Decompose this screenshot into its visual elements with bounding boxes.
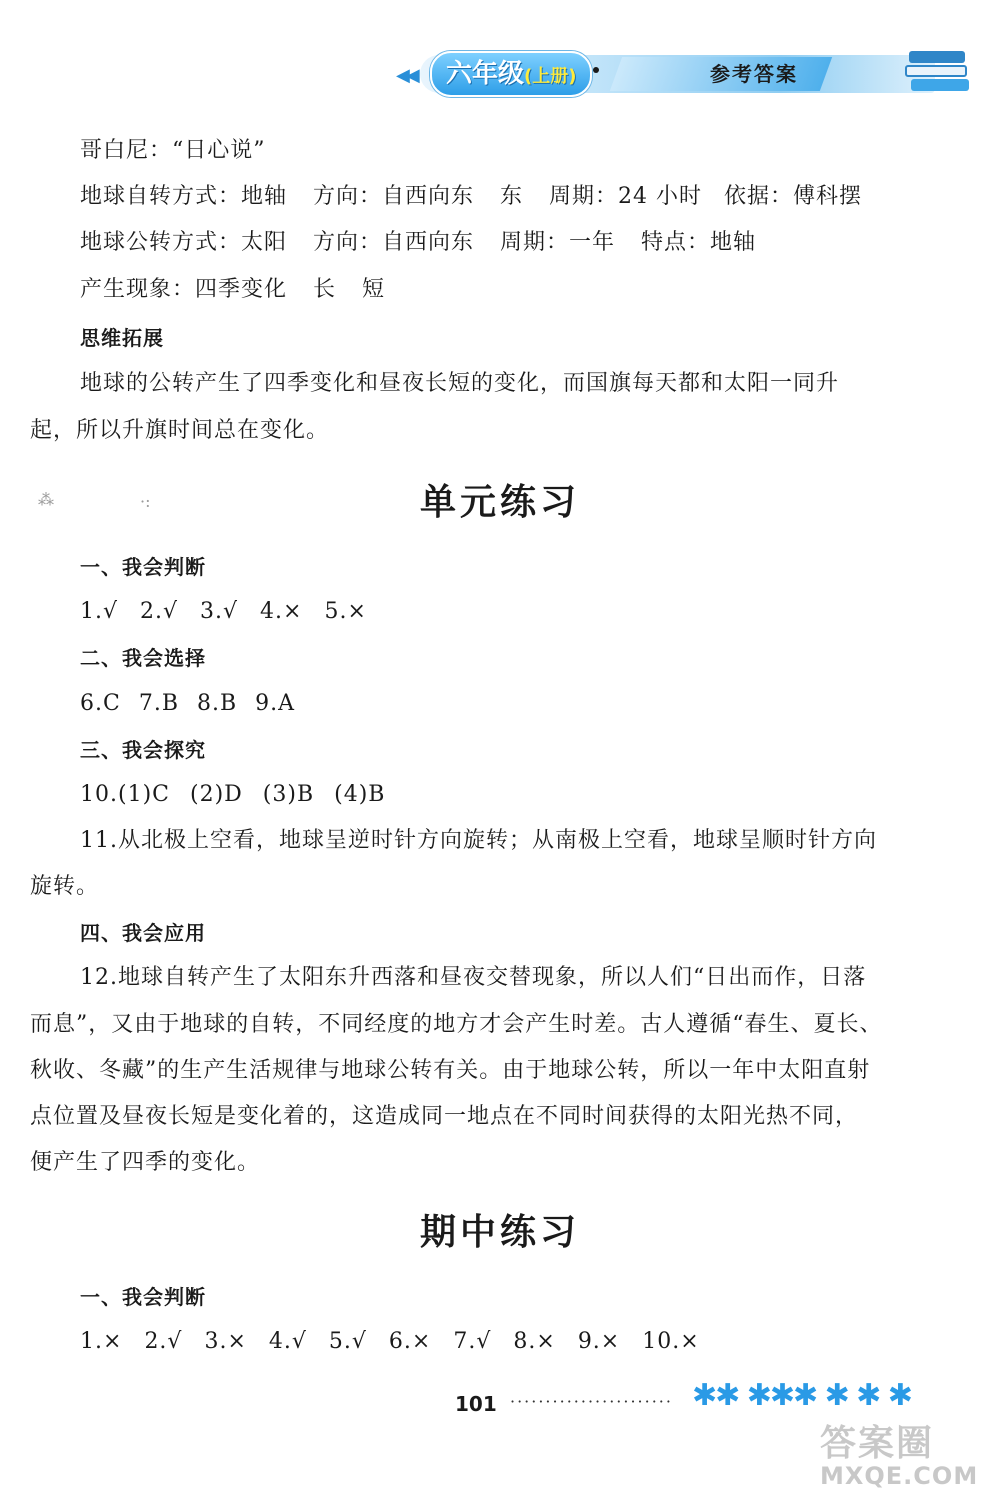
answer-item: (2)D: [189, 782, 243, 807]
answer-item: 2.√: [140, 599, 179, 624]
answer-item: 9.A: [255, 691, 296, 716]
revolution-mode: 地球公转方式：太阳: [80, 230, 288, 255]
answer-item: (3)B: [262, 782, 315, 807]
scan-smudge: ·:: [140, 492, 151, 511]
unit-explore-answers: [80, 780, 385, 810]
double-arrow-left-icon: ◀◀: [396, 65, 416, 86]
thinking-line-2: 起，所以升旗时间总在变化。: [30, 418, 330, 443]
section-label: 参考答案: [710, 62, 798, 86]
rotation-mode: 地球自转方式：地轴: [80, 184, 288, 209]
midterm-judge-answers: [80, 1327, 700, 1357]
answer-item: 5.√: [328, 1329, 367, 1354]
answer-item: 10.(1)C: [80, 782, 170, 807]
answer-line-2: [80, 182, 862, 212]
answer-item: 2.√: [144, 1329, 183, 1354]
thinking-line-1: 地球的公转产生了四季变化和昼夜长短的变化，而国旗每天都和太阳一同升: [80, 371, 840, 396]
question-11-line-1: 11.从北极上空看，地球呈逆时针方向旋转；从南极上空看，地球呈顺时针方向: [80, 828, 877, 853]
grade-label: 六年级: [446, 59, 525, 89]
revolution-direction: 方向：自西向东: [313, 230, 475, 255]
page-header: [390, 45, 975, 103]
watermark: [820, 1415, 978, 1490]
answer-item: 8.B: [197, 691, 238, 716]
answer-item: (4)B: [334, 782, 386, 807]
answer-item: 6.C: [80, 691, 121, 716]
rotation-east: 东: [500, 184, 524, 209]
answer-item: 1.√: [80, 599, 119, 624]
decorative-stars-icon: ✱✱ ✱✱✱ ✱ ✱ ✱: [692, 1378, 911, 1413]
question-12-line-2: 而息”，又由于地球的自转，不同经度的地方才会产生时差。古人遵循“春生、夏长、: [30, 1012, 883, 1037]
answer-item: 6.×: [388, 1329, 432, 1354]
midterm-practice-title: 期中练习: [419, 1212, 580, 1253]
answer-line-4: [80, 275, 385, 305]
phenomenon: 产生现象：四季变化: [80, 277, 288, 302]
scan-smudge: ⁂: [38, 490, 54, 509]
watermark-bottom: MXQE.COM: [820, 1462, 979, 1490]
answer-item: 10.×: [642, 1329, 700, 1354]
question-12-line-3: 秋收、冬藏”的生产生活规律与地球公转有关。由于地球公转，所以一年中太阳直射: [30, 1058, 871, 1083]
question-11-line-2: 旋转。: [30, 874, 100, 899]
unit-heading-choose: 二、我会选择: [80, 646, 206, 670]
grade-sub-label: (上册): [524, 66, 577, 87]
answer-item: 3.×: [204, 1329, 247, 1354]
answer-item: 5.×: [324, 599, 367, 624]
answer-line-3: [80, 228, 756, 258]
section-heading-thinking: 思维拓展: [80, 326, 164, 350]
answer-item: 9.×: [577, 1329, 621, 1354]
answer-line-1: [80, 136, 266, 166]
rotation-period: 周期：24 小时: [549, 184, 703, 209]
rotation-direction: 方向：自西向东: [313, 184, 475, 209]
revolution-period: 周期：一年: [500, 230, 616, 255]
books-icon: [905, 45, 975, 103]
revolution-feature: 特点：地轴: [641, 230, 757, 255]
unit-practice-title: 单元练习: [419, 482, 580, 523]
unit-heading-judge: 一、我会判断: [80, 555, 206, 579]
leader-dots: ·······················: [510, 1392, 673, 1411]
header-dot: [593, 67, 599, 73]
answer-item: 7.B: [138, 691, 179, 716]
grade-badge: [430, 51, 592, 97]
phenomenon-long: 长: [313, 277, 337, 302]
unit-choose-answers: [80, 689, 295, 719]
answer-item: 7.√: [453, 1329, 492, 1354]
phenomenon-short: 短: [362, 277, 386, 302]
question-12-line-5: 便产生了四季的变化。: [30, 1150, 261, 1175]
watermark-top: 答案圈: [820, 1423, 935, 1464]
answer-item: 1.×: [80, 1329, 123, 1354]
answer-item: 8.×: [513, 1329, 556, 1354]
unit-heading-apply: 四、我会应用: [80, 921, 206, 945]
unit-judge-answers: [80, 597, 367, 627]
page-number: 101: [455, 1392, 497, 1416]
unit-heading-explore: 三、我会探究: [80, 738, 206, 762]
answer-item: 4.×: [260, 599, 303, 624]
rotation-evidence: 依据：傅科摆: [724, 184, 863, 209]
heliocentric-text: 哥白尼：“日心说”: [80, 138, 266, 163]
question-12-line-4: 点位置及昼夜长短是变化着的，这造成同一地点在不同时间获得的太阳光热不同，: [30, 1104, 859, 1129]
answer-item: 3.√: [200, 599, 239, 624]
midterm-heading-judge: 一、我会判断: [80, 1285, 206, 1309]
answer-item: 4.√: [268, 1329, 307, 1354]
question-12-line-1: 12.地球自转产生了太阳东升西落和昼夜交替现象，所以人们“日出而作，日落: [80, 965, 867, 990]
